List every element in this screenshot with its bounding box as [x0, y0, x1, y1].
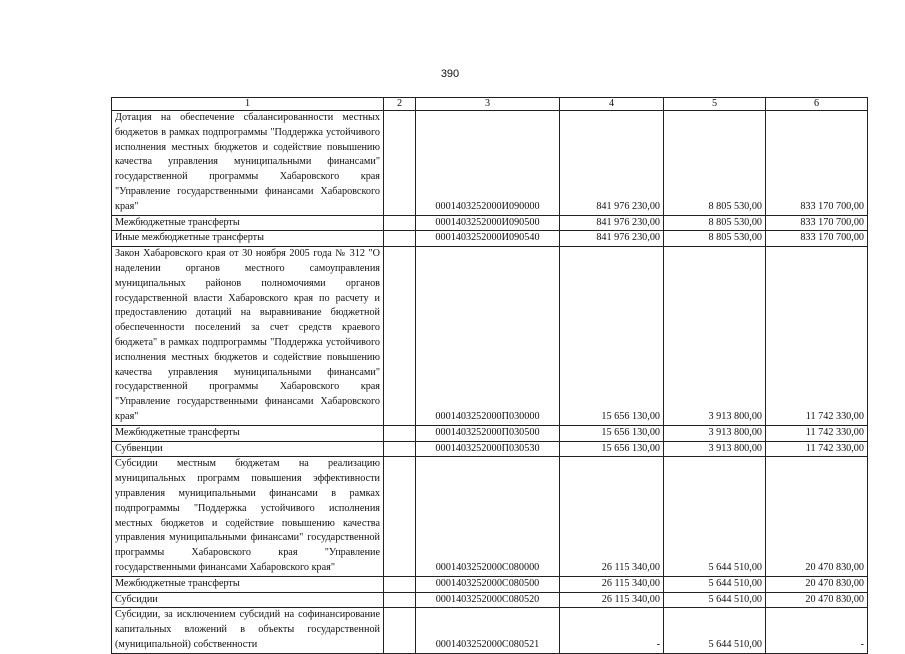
table-row: [112, 457, 868, 576]
row-code: [384, 215, 416, 231]
row-name: Дотация на обеспечение сбалансированности местных бюджетов в рамках подпрограммы "Поддержка устойчивого исполнения местных бюджетов и содействие повышению качества управления муниципальными финансами" государственной программы Хабаровского края "Управление государственными финансами Хабаровского края": [112, 111, 384, 216]
column-header: 5: [664, 98, 766, 111]
table-row: [112, 576, 868, 592]
row-value-5: 8 805 530,00: [664, 215, 766, 231]
row-csr: 0001403252000И090000: [416, 111, 560, 216]
row-name: Субвенции: [112, 441, 384, 457]
row-code: [384, 608, 416, 653]
table-header-row: [112, 98, 868, 111]
row-name: Закон Хабаровского края от 30 ноября 2005 года № 312 "О наделении органов местного самоуправления муниципальных районов полномочиями органов государственной власти Хабаровского края по расчету и предоставлению дотаций на выравнивание бюджетной обеспеченности поселений за счет средств краевого бюджета" в рамках подпрограммы "Поддержка устойчивого исполнения местных бюджетов и содействие повышению качества управления муниципальными финансами" государственной программы Хабаровского края "Управление государственными финансами Хабаровского края": [112, 247, 384, 426]
row-code: [384, 425, 416, 441]
column-header: 6: [766, 98, 868, 111]
row-value-6: 833 170 700,00: [766, 215, 868, 231]
row-csr: 0001403252000И090540: [416, 231, 560, 247]
row-csr: 0001403252000П030530: [416, 441, 560, 457]
row-name: Субсидии: [112, 592, 384, 608]
row-value-4: 841 976 230,00: [560, 231, 664, 247]
row-value-6: 20 470 830,00: [766, 592, 868, 608]
column-header: 3: [416, 98, 560, 111]
table-row: [112, 608, 868, 653]
column-header: 4: [560, 98, 664, 111]
row-csr: 0001403252000П030500: [416, 425, 560, 441]
table-row: [112, 441, 868, 457]
row-value-5: 8 805 530,00: [664, 231, 766, 247]
row-value-5: 5 644 510,00: [664, 457, 766, 576]
row-value-5: 3 913 800,00: [664, 425, 766, 441]
table-row: [112, 425, 868, 441]
row-value-4: 15 656 130,00: [560, 247, 664, 426]
row-value-4: 26 115 340,00: [560, 576, 664, 592]
row-value-5: 3 913 800,00: [664, 441, 766, 457]
row-code: [384, 247, 416, 426]
row-value-6: 833 170 700,00: [766, 111, 868, 216]
row-csr: 0001403252000С080520: [416, 592, 560, 608]
row-csr: 0001403252000И090500: [416, 215, 560, 231]
row-value-6: 11 742 330,00: [766, 247, 868, 426]
page-number: 390: [440, 68, 460, 80]
row-code: [384, 231, 416, 247]
row-csr: 0001403252000С080521: [416, 608, 560, 653]
column-header: 1: [112, 98, 384, 111]
table-row: [112, 215, 868, 231]
row-value-4: 841 976 230,00: [560, 215, 664, 231]
row-code: [384, 576, 416, 592]
row-code: [384, 111, 416, 216]
row-name: Иные межбюджетные трансферты: [112, 231, 384, 247]
row-value-6: 833 170 700,00: [766, 231, 868, 247]
row-code: [384, 592, 416, 608]
row-csr: 0001403252000С080000: [416, 457, 560, 576]
row-name: Межбюджетные трансферты: [112, 576, 384, 592]
row-code: [384, 441, 416, 457]
budget-table: [111, 97, 868, 654]
row-csr: 0001403252000С080500: [416, 576, 560, 592]
table-row: [112, 592, 868, 608]
row-value-6: 20 470 830,00: [766, 576, 868, 592]
row-value-4: 26 115 340,00: [560, 592, 664, 608]
row-value-6: 11 742 330,00: [766, 441, 868, 457]
row-value-5: 8 805 530,00: [664, 111, 766, 216]
row-value-4: 26 115 340,00: [560, 457, 664, 576]
row-csr: 0001403252000П030000: [416, 247, 560, 426]
row-value-5: 5 644 510,00: [664, 576, 766, 592]
row-value-5: 3 913 800,00: [664, 247, 766, 426]
table-row: [112, 111, 868, 216]
row-value-5: 5 644 510,00: [664, 592, 766, 608]
row-code: [384, 457, 416, 576]
table-row: [112, 247, 868, 426]
row-value-6: 11 742 330,00: [766, 425, 868, 441]
row-name: Субсидии местным бюджетам на реализацию муниципальных программ повышения эффективности управления муниципальными финансами в рамках подпрограммы "Поддержка устойчивого исполнения местных бюджетов и содействие повышению качества управления муниципальными финансами" государственной программы Хабаровского края "Управление государственными финансами Хабаровского края": [112, 457, 384, 576]
row-name: Субсидии, за исключением субсидий на софинансирование капитальных вложений в объекты государственной (муниципальной) собственности: [112, 608, 384, 653]
row-name: Межбюджетные трансферты: [112, 215, 384, 231]
row-value-4: 15 656 130,00: [560, 425, 664, 441]
row-value-5: 5 644 510,00: [664, 608, 766, 653]
row-value-4: -: [560, 608, 664, 653]
row-value-6: 20 470 830,00: [766, 457, 868, 576]
row-value-4: 15 656 130,00: [560, 441, 664, 457]
row-value-6: -: [766, 608, 868, 653]
row-name: Межбюджетные трансферты: [112, 425, 384, 441]
table-row: [112, 231, 868, 247]
row-value-4: 841 976 230,00: [560, 111, 664, 216]
column-header: 2: [384, 98, 416, 111]
